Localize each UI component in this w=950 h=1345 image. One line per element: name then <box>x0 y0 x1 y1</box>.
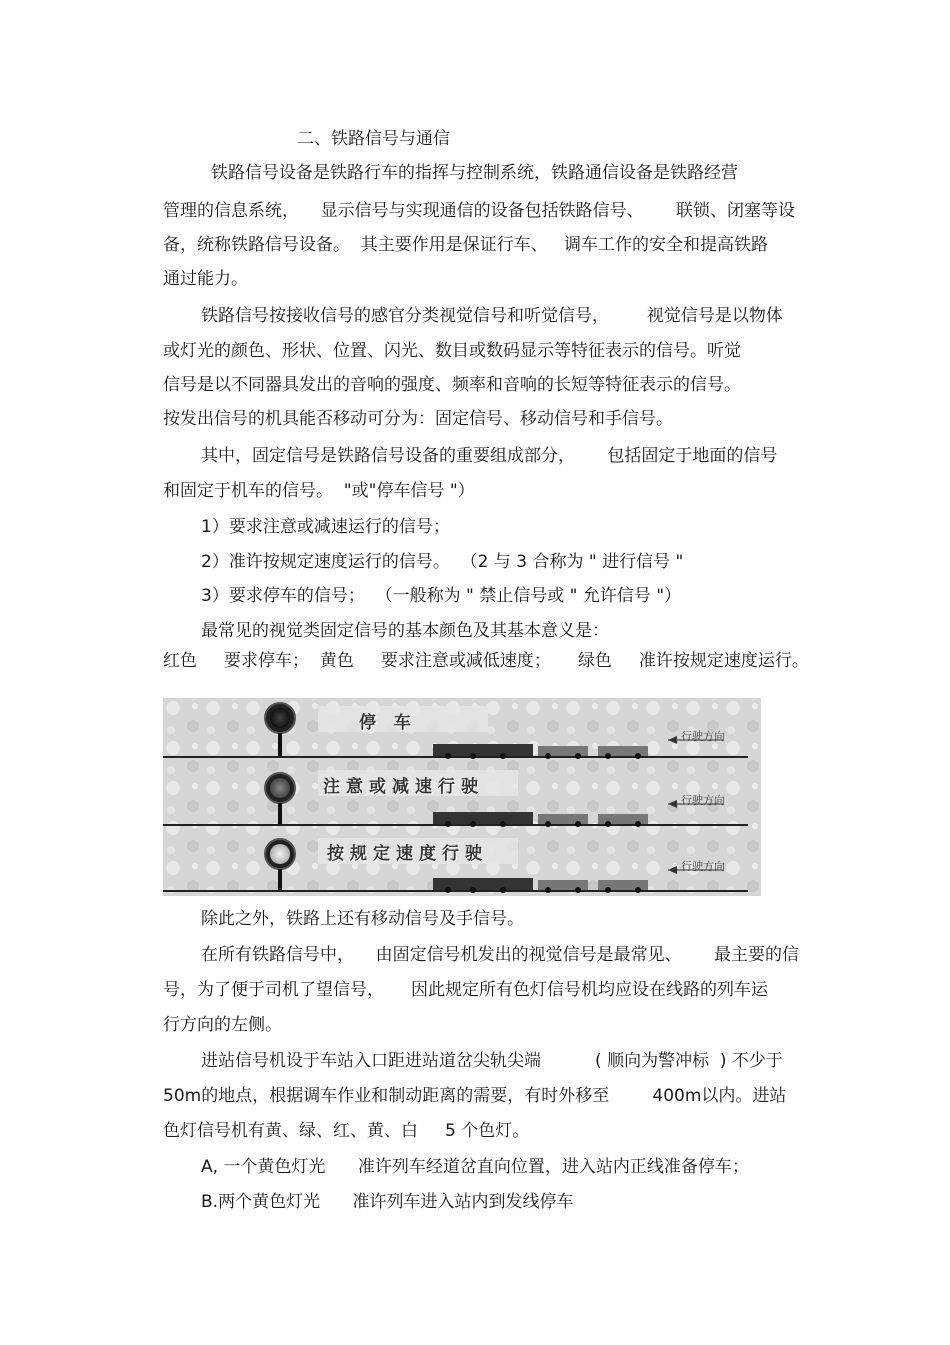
paragraph-line: 或灯光的颜色、形状、位置、闪光、数目或数码显示等特征表示的信号。听觉 <box>163 341 741 361</box>
paragraph-line: 铁路信号按接收信号的感官分类视觉信号和听觉信号， 视觉信号是以物体 <box>201 306 783 326</box>
list-item: 3）要求停车的信号； （一般称为 " 禁止信号或 " 允许信号 "） <box>201 586 682 606</box>
direction-label: 行驶方向 <box>681 794 725 807</box>
paragraph-line: 行方向的左侧。 <box>163 1015 282 1035</box>
signal-label-proceed: 按规定速度行驶 <box>327 844 488 864</box>
paragraph-line: 信号是以不同器具发出的音响的强度、频率和音响的长短等特征表示的信号。 <box>163 375 741 395</box>
signal-label-stop: 停 车 <box>359 713 417 733</box>
paragraph-line: 50m的地点，根据调车作业和制动距离的需要，有时外移至 400m以内。进站 <box>163 1086 787 1106</box>
list-item: 2）准许按规定速度运行的信号。 （2 与 3 合称为 " 进行信号 " <box>201 552 684 572</box>
direction-label: 行驶方向 <box>681 860 725 873</box>
list-item: A, 一个黄色灯光 准许列车经道岔直向位置，进入站内正线准备停车； <box>201 1157 749 1177</box>
paragraph-line: 通过能力。 <box>163 269 248 289</box>
paragraph-line: 进站信号机设于车站入口距进站道岔尖轨尖端 ( 顺向为警冲标 ) 不少于 <box>201 1051 783 1071</box>
section-title: 二、铁路信号与通信 <box>297 129 450 149</box>
paragraph-line: 管理的信息系统， 显示信号与实现通信的设备包括铁路信号、 联锁、闭塞等设 <box>163 201 796 221</box>
paragraph-line: 除此之外，铁路上还有移动信号及手信号。 <box>201 909 524 929</box>
signal-figure-graphic <box>163 698 761 896</box>
paragraph-line: 色灯信号机有黄、绿、红、黄、白 5 个色灯。 <box>163 1121 530 1141</box>
paragraph-line: 其中，固定信号是铁路信号设备的重要组成部分， 包括固定于地面的信号 <box>201 446 778 466</box>
paragraph-line: 号，为了便于司机了望信号， 因此规定所有色灯信号机均应设在线路的列车运 <box>163 980 769 1000</box>
paragraph-line: 铁路信号设备是铁路行车的指挥与控制系统，铁路通信设备是铁路经营 <box>211 163 738 183</box>
direction-label: 行驶方向 <box>681 730 725 743</box>
paragraph-line: 和固定于机车的信号。 "或"停车信号 "） <box>163 481 475 501</box>
paragraph-line: 在所有铁路信号中， 由固定信号机发出的视觉信号是最常见、 最主要的信 <box>201 945 800 965</box>
paragraph-line: 按发出信号的机具能否移动可分为：固定信号、移动信号和手信号。 <box>163 409 673 429</box>
paragraph-line: 最常见的视觉类固定信号的基本颜色及其基本意义是： <box>201 621 609 641</box>
signal-figure <box>163 698 761 896</box>
paragraph-line: 备，统称铁路信号设备。 其主要作用是保证行车、 调车工作的安全和提高铁路 <box>163 235 769 255</box>
list-item: B.两个黄色灯光 准许列车进入站内到发线停车 <box>201 1192 574 1212</box>
signal-label-caution: 注意或减速行驶 <box>323 777 484 797</box>
list-item: 1）要求注意或减速运行的信号； <box>201 517 450 537</box>
paragraph-line: 红色 要求停车； 黄色 要求注意或减低速度； 绿色 准许按规定速度运行。 <box>163 651 809 671</box>
